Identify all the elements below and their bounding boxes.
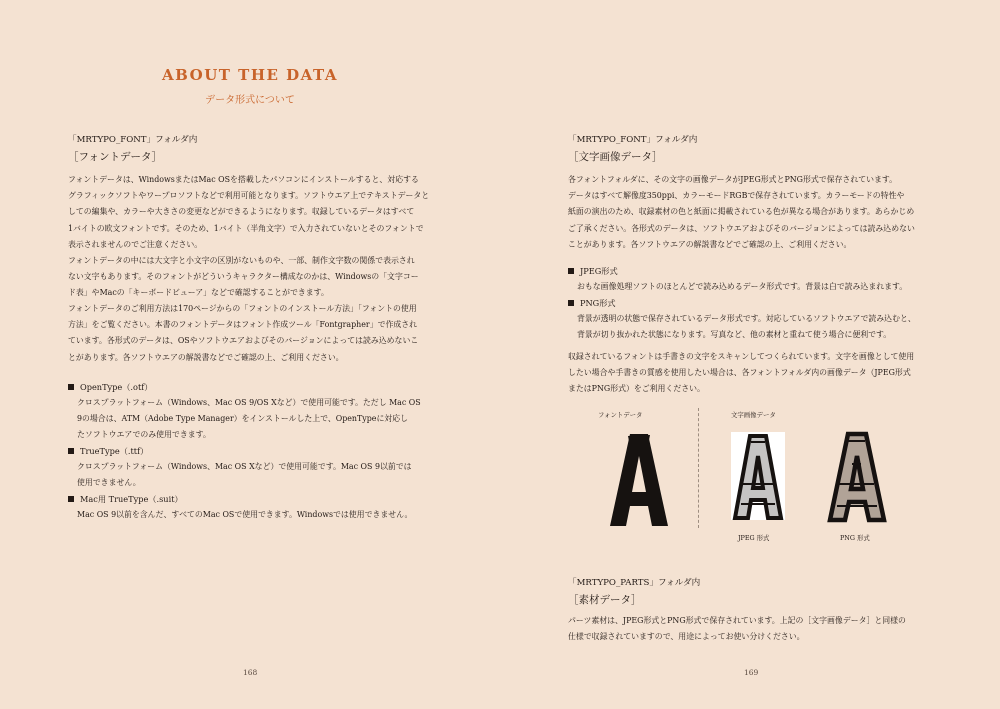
- section-heading: ［フォントデータ］: [68, 151, 162, 163]
- list-item-title: TrueType（.ttf）: [80, 446, 149, 456]
- square-bullet-icon: [568, 300, 574, 306]
- body-paragraph-2: [568, 349, 948, 398]
- paragraph-text: フォントデータのご利用方法は170ページからの「フォントのインストール方法」「フォントの使用 方法」をご覧ください。本書のフォントデータはフォント作成ツール「Fontgrapher」で作成され ています。各形式のデータは、OSやソフトウエアおよびそのバージョンによっては読み込めないこ とがあります。各ソフトウエアの解説書などでご確認の上、ご利用ください。: [68, 304, 419, 362]
- page-subtitle: データ形式について: [205, 95, 295, 106]
- list-item-body: クロスプラットフォーム（Windows、Mac OS Xなど）で使用可能です。Mac OS 9以前では 使用できません。: [77, 462, 412, 487]
- png-label: PNG 形式: [840, 534, 870, 542]
- body-paragraph-2: [68, 301, 448, 366]
- page-number: 169: [744, 668, 759, 677]
- format-list: [568, 263, 958, 343]
- square-bullet-icon: [68, 496, 74, 502]
- paragraph-text: 収録されているフォントは手書きの文字をスキャンしてつくられています。文字を画像として使用 したい場合や手書きの質感を使用したい場合は、各フォントフォルダ内の画像データ（JPEG形式 またはPNG形式）をご利用ください。: [568, 352, 915, 394]
- jpeg-label: JPEG 形式: [738, 534, 770, 542]
- png-glyph-a-icon: [828, 432, 886, 522]
- jpeg-glyph-a-icon: [733, 434, 783, 520]
- font-glyph-a-icon: [608, 432, 670, 528]
- list-item: [68, 443, 458, 491]
- list-item-title: PNG形式: [580, 298, 616, 308]
- list-item: [68, 491, 458, 523]
- section-heading: ［素材データ］: [568, 594, 642, 606]
- list-item-body: おもな画像処理ソフトのほとんどで読み込めるデータ形式です。背景は白で読み込まれます。: [577, 282, 908, 291]
- font-data-label: フォントデータ: [598, 411, 643, 419]
- right-page: [500, 0, 1000, 709]
- list-item-title: OpenType（.otf）: [80, 382, 153, 392]
- list-item-title: Mac用 TrueType（.suit）: [80, 494, 183, 504]
- paragraph-text: 各フォントフォルダに、その文字の画像データがJPEG形式とPNG形式で保存されています。 データはすべて解像度350ppi、カラーモードRGBで保存されています。カラーモードの特性や 紙面の演出のため、収録素材の色と紙面に掲載されている色が異なる場合があります。あらかじめ ご了承ください。各形式のデータは、ソフトウエアおよびそのバージョンによっては読み込めない ことがあります。各ソフトウエアの解説書などでご確認の上、ご利用ください。: [568, 175, 915, 249]
- square-bullet-icon: [68, 448, 74, 454]
- body-paragraph-3: [568, 613, 948, 645]
- format-list: [68, 379, 458, 523]
- list-item: [568, 263, 958, 295]
- section-heading: ［文字画像データ］: [568, 151, 663, 163]
- folder-label: 「MRTYPO_FONT」フォルダ内: [68, 135, 198, 145]
- paragraph-text: フォントデータは、WindowsまたはMac OSを搭載したパソコンにインストールすると、対応する グラフィックソフトやワープロソフトなどで利用可能となります。ソフトウエア上でテキストデータと しての編集や、カラーや大きさの変更などができるようになります。収録しているデータはすべて 1バイトの欧文フォントです。そのため、1バイト（半角文字）で入力されていないとそのフォントで 表示されませんのでご注意ください。 フォントデータの中には大文字と小文字の区別がないものや、一部、制作文字数の関係で表示され ない文字もあります。そのフォントがどういうキャラクター構成なのかは、Windowsの「文字コー ド表」やMacの「キーボードビューア」などで確認することができます。: [68, 175, 430, 298]
- figure-divider: [698, 408, 699, 528]
- image-data-label: 文字画像データ: [731, 411, 776, 419]
- square-bullet-icon: [68, 384, 74, 390]
- paragraph-text: パーツ素材は、JPEG形式とPNG形式で保存されています。上記の［文字画像データ］と同様の 仕様で収録されていますので、用途によってお使い分けください。: [568, 616, 906, 642]
- folder-label: 「MRTYPO_PARTS」フォルダ内: [568, 578, 701, 588]
- body-paragraph-1: [68, 172, 448, 302]
- list-item: [68, 379, 458, 443]
- list-item-body: 背景が透明の状態で保存されているデータ形式です。対応しているソフトウエアで読み込むと、 背景が切り抜かれた状態になります。写真など、他の素材と重ねて使う場合に便利です。: [577, 314, 916, 339]
- body-paragraph-1: [568, 172, 948, 253]
- page-number: 168: [243, 668, 258, 677]
- list-item-body: クロスプラットフォーム（Windows、Mac OS 9/OS Xなど）で使用可能です。ただし Mac OS 9の場合は、ATM（Adobe Type Manager）をインストールした上で、OpenTypeに対応し たソフトウエアでのみ使用できます。: [77, 398, 421, 439]
- folder-label: 「MRTYPO_FONT」フォルダ内: [568, 135, 698, 145]
- list-item-body: Mac OS 9以前を含んだ、すべてのMac OSで使用できます。Windowsでは使用できません。: [77, 510, 413, 519]
- page-title: ABOUT THE DATA: [162, 66, 338, 84]
- list-item: [568, 295, 958, 343]
- square-bullet-icon: [568, 268, 574, 274]
- list-item-title: JPEG形式: [580, 266, 618, 276]
